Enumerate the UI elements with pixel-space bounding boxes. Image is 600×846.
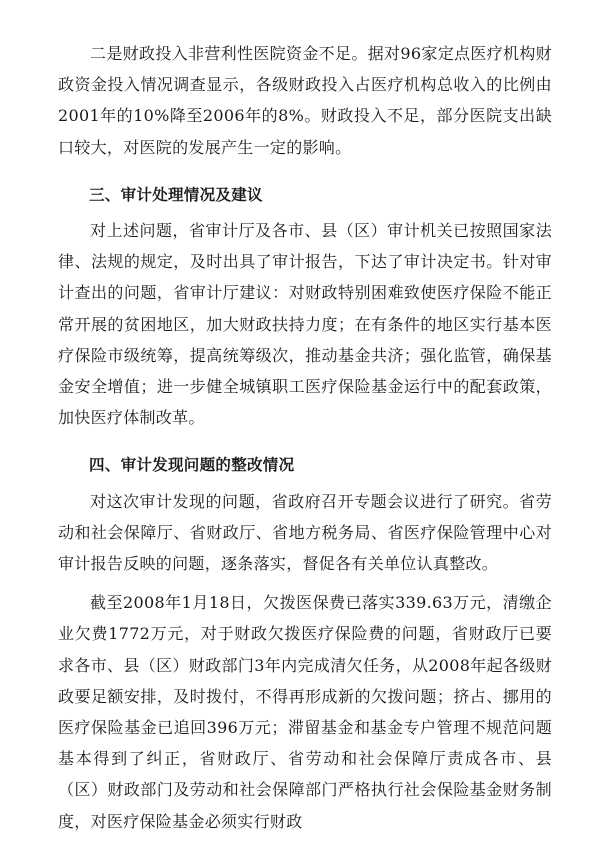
section-heading-audit-handling: 三、审计处理情况及建议	[89, 185, 263, 204]
paragraph-financial-input: 二是财政投入非营利性医院资金不足。据对96家定点医疗机构财政资金投入情况调查显示，各级财政投入占医疗机构总收入的比例由2001年的10%降至2006年的8%。财政投入不足，部分医院支出缺口较大，对医院的发展产生一定的影响。	[58, 44, 552, 157]
paragraph-rectification-results: 截至2008年1月18日，欠拨医保费已落实339.63万元，清缴企业欠费1772万元，对于财政欠拨医疗保险费的问题，省财政厅已要求各市、县（区）财政部门3年内完成清欠任务，从2008年起各级财政要足额安排，及时拨付，不得再形成新的欠拨问题；挤占、挪用的医疗保险基金已追回396万元；滞留基金和基金专户管理不规范问题基本得到了纠正，省财政厅、省劳动和社会保障厅责成各市、县（区）财政部门及劳动和社会保障部门严格执行社会保险基金财务制度，对医疗保险基金必须实行财政	[58, 593, 552, 831]
section-heading-rectification: 四、审计发现问题的整改情况	[89, 456, 295, 475]
document-page	[58, 38, 552, 837]
paragraph-government-meeting: 对这次审计发现的问题，省政府召开专题会议进行了研究。省劳动和社会保障厅、省财政厅、省地方税务局、省医疗保险管理中心对审计报告反映的问题，逐条落实，督促各有关单位认真整改。	[58, 491, 552, 574]
paragraph-audit-suggestions: 对上述问题，省审计厅及各市、县（区）审计机关已按照国家法律、法规的规定，及时出具了审计报告，下达了审计决定书。针对审计查出的问题，省审计厅建议：对财政特别困难致使医疗保险不能正常开展的贫困地区，加大财政扶持力度；在有条件的地区实行基本医疗保险市级统筹，提高统筹级次，推动基金共济；强化监管，确保基金安全增值；进一步健全城镇职工医疗保险基金运行中的配套政策，加快医疗体制改革。	[58, 221, 552, 428]
paragraph-gap	[58, 163, 552, 171]
paragraph-gap	[58, 433, 552, 441]
paragraph-gap	[58, 579, 552, 587]
